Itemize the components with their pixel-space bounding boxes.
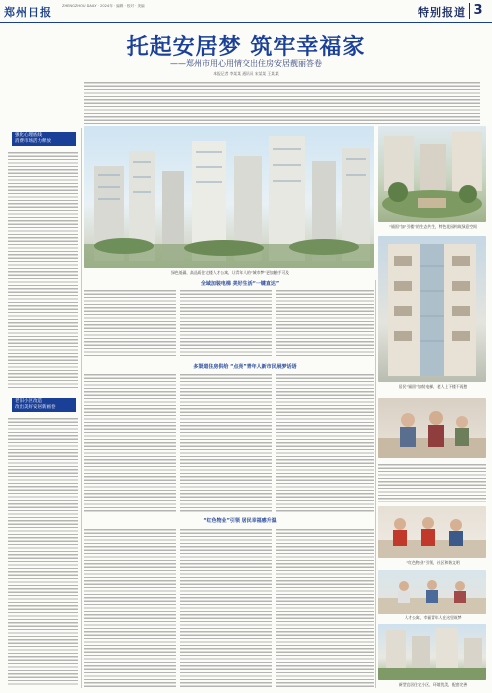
left-column-text [8, 150, 78, 390]
intro-text-block [84, 80, 480, 124]
bottom-right-photo-caption-1: 人才公寓，幸福青年人在这里筑梦 [404, 615, 462, 620]
text-col-6 [276, 372, 374, 512]
page-number: 3 [469, 3, 486, 19]
sidebar-subhead-1-line2: 消费市场活力释放 [15, 139, 51, 144]
text-col-5 [180, 372, 272, 512]
newspaper-logo: 郑州日报 [4, 6, 52, 19]
sidebar-subhead-2 [12, 398, 76, 412]
section-heading-housing: 多渠道住房供给 “点亮”青年人新市民展梦话语 [193, 364, 297, 370]
text-col-7 [84, 527, 176, 687]
section-heading-elevator: 全域加装电梯 美好生活“一键直达” [200, 281, 280, 287]
masthead [0, 0, 492, 23]
photo-elderly-residents [378, 398, 486, 458]
text-col-3 [276, 288, 374, 358]
page-headline: 托起安居梦 筑牢幸福家 [126, 34, 366, 60]
text-col-1 [84, 288, 176, 358]
residential-illustration [378, 624, 486, 680]
elevator-illustration [378, 236, 486, 382]
section-heading-property: “红色物业”引领 居民幸福感升温 [203, 518, 277, 524]
main-photo-caption: 绿色低碳、高品质住宅楼人才公寓，让青年人的“城市梦”更加触手可及 [171, 270, 289, 275]
photo-community-service [378, 506, 486, 558]
sidebar-subhead-2-line2: 改出美好安居新画卷 [15, 405, 56, 410]
text-col-4 [84, 372, 176, 512]
section-title: 特别报道 [418, 6, 466, 19]
text-col-8 [180, 527, 272, 687]
residents-illustration [378, 398, 486, 458]
bottom-right-photo-caption-2: 新型宜居住宅小区，环境优美，配套完善 [398, 682, 468, 687]
courtyard-illustration [378, 126, 486, 222]
main-photo-residential-towers [84, 126, 374, 268]
community-illustration [378, 506, 486, 558]
page-subheadline: ——郑州市用心用情交出住房安居靓丽答卷 [170, 59, 322, 68]
byline: 本报记者 李某某 通讯员 宋某某 王某某 [213, 71, 279, 76]
sidebar-subhead-1 [12, 132, 76, 146]
apartment-illustration [378, 570, 486, 614]
text-col-9 [276, 527, 374, 687]
photo-garden-courtyard [378, 126, 486, 222]
sidebar-subhead-1-line1: 强化心理底线 [15, 133, 42, 138]
mid-right-photo-caption: 居民“锚固”加装电梯，老人上下楼不再愁 [398, 384, 468, 389]
photo-talent-apartment [378, 570, 486, 614]
sidebar-subhead-2-line1: 老旧小区改造 [15, 399, 42, 404]
photo-new-residential-area [378, 624, 486, 680]
lower-right-photo-caption: “红色物业”引领，社区和谐文明 [406, 560, 460, 565]
skyline-illustration [84, 126, 374, 268]
text-col-2 [180, 288, 272, 358]
masthead-meta: ZHENGZHOU DAILY · 2024年 · 编辑 · 校对 · 美编 [62, 4, 145, 8]
photo-elevator-building [378, 236, 486, 382]
top-right-photo-caption: “锚固”加“引楼”的生态共生，特色花园构筑绿意空间 [389, 224, 477, 229]
left-column-text-2 [8, 416, 78, 686]
right-column-text-1 [378, 462, 486, 502]
